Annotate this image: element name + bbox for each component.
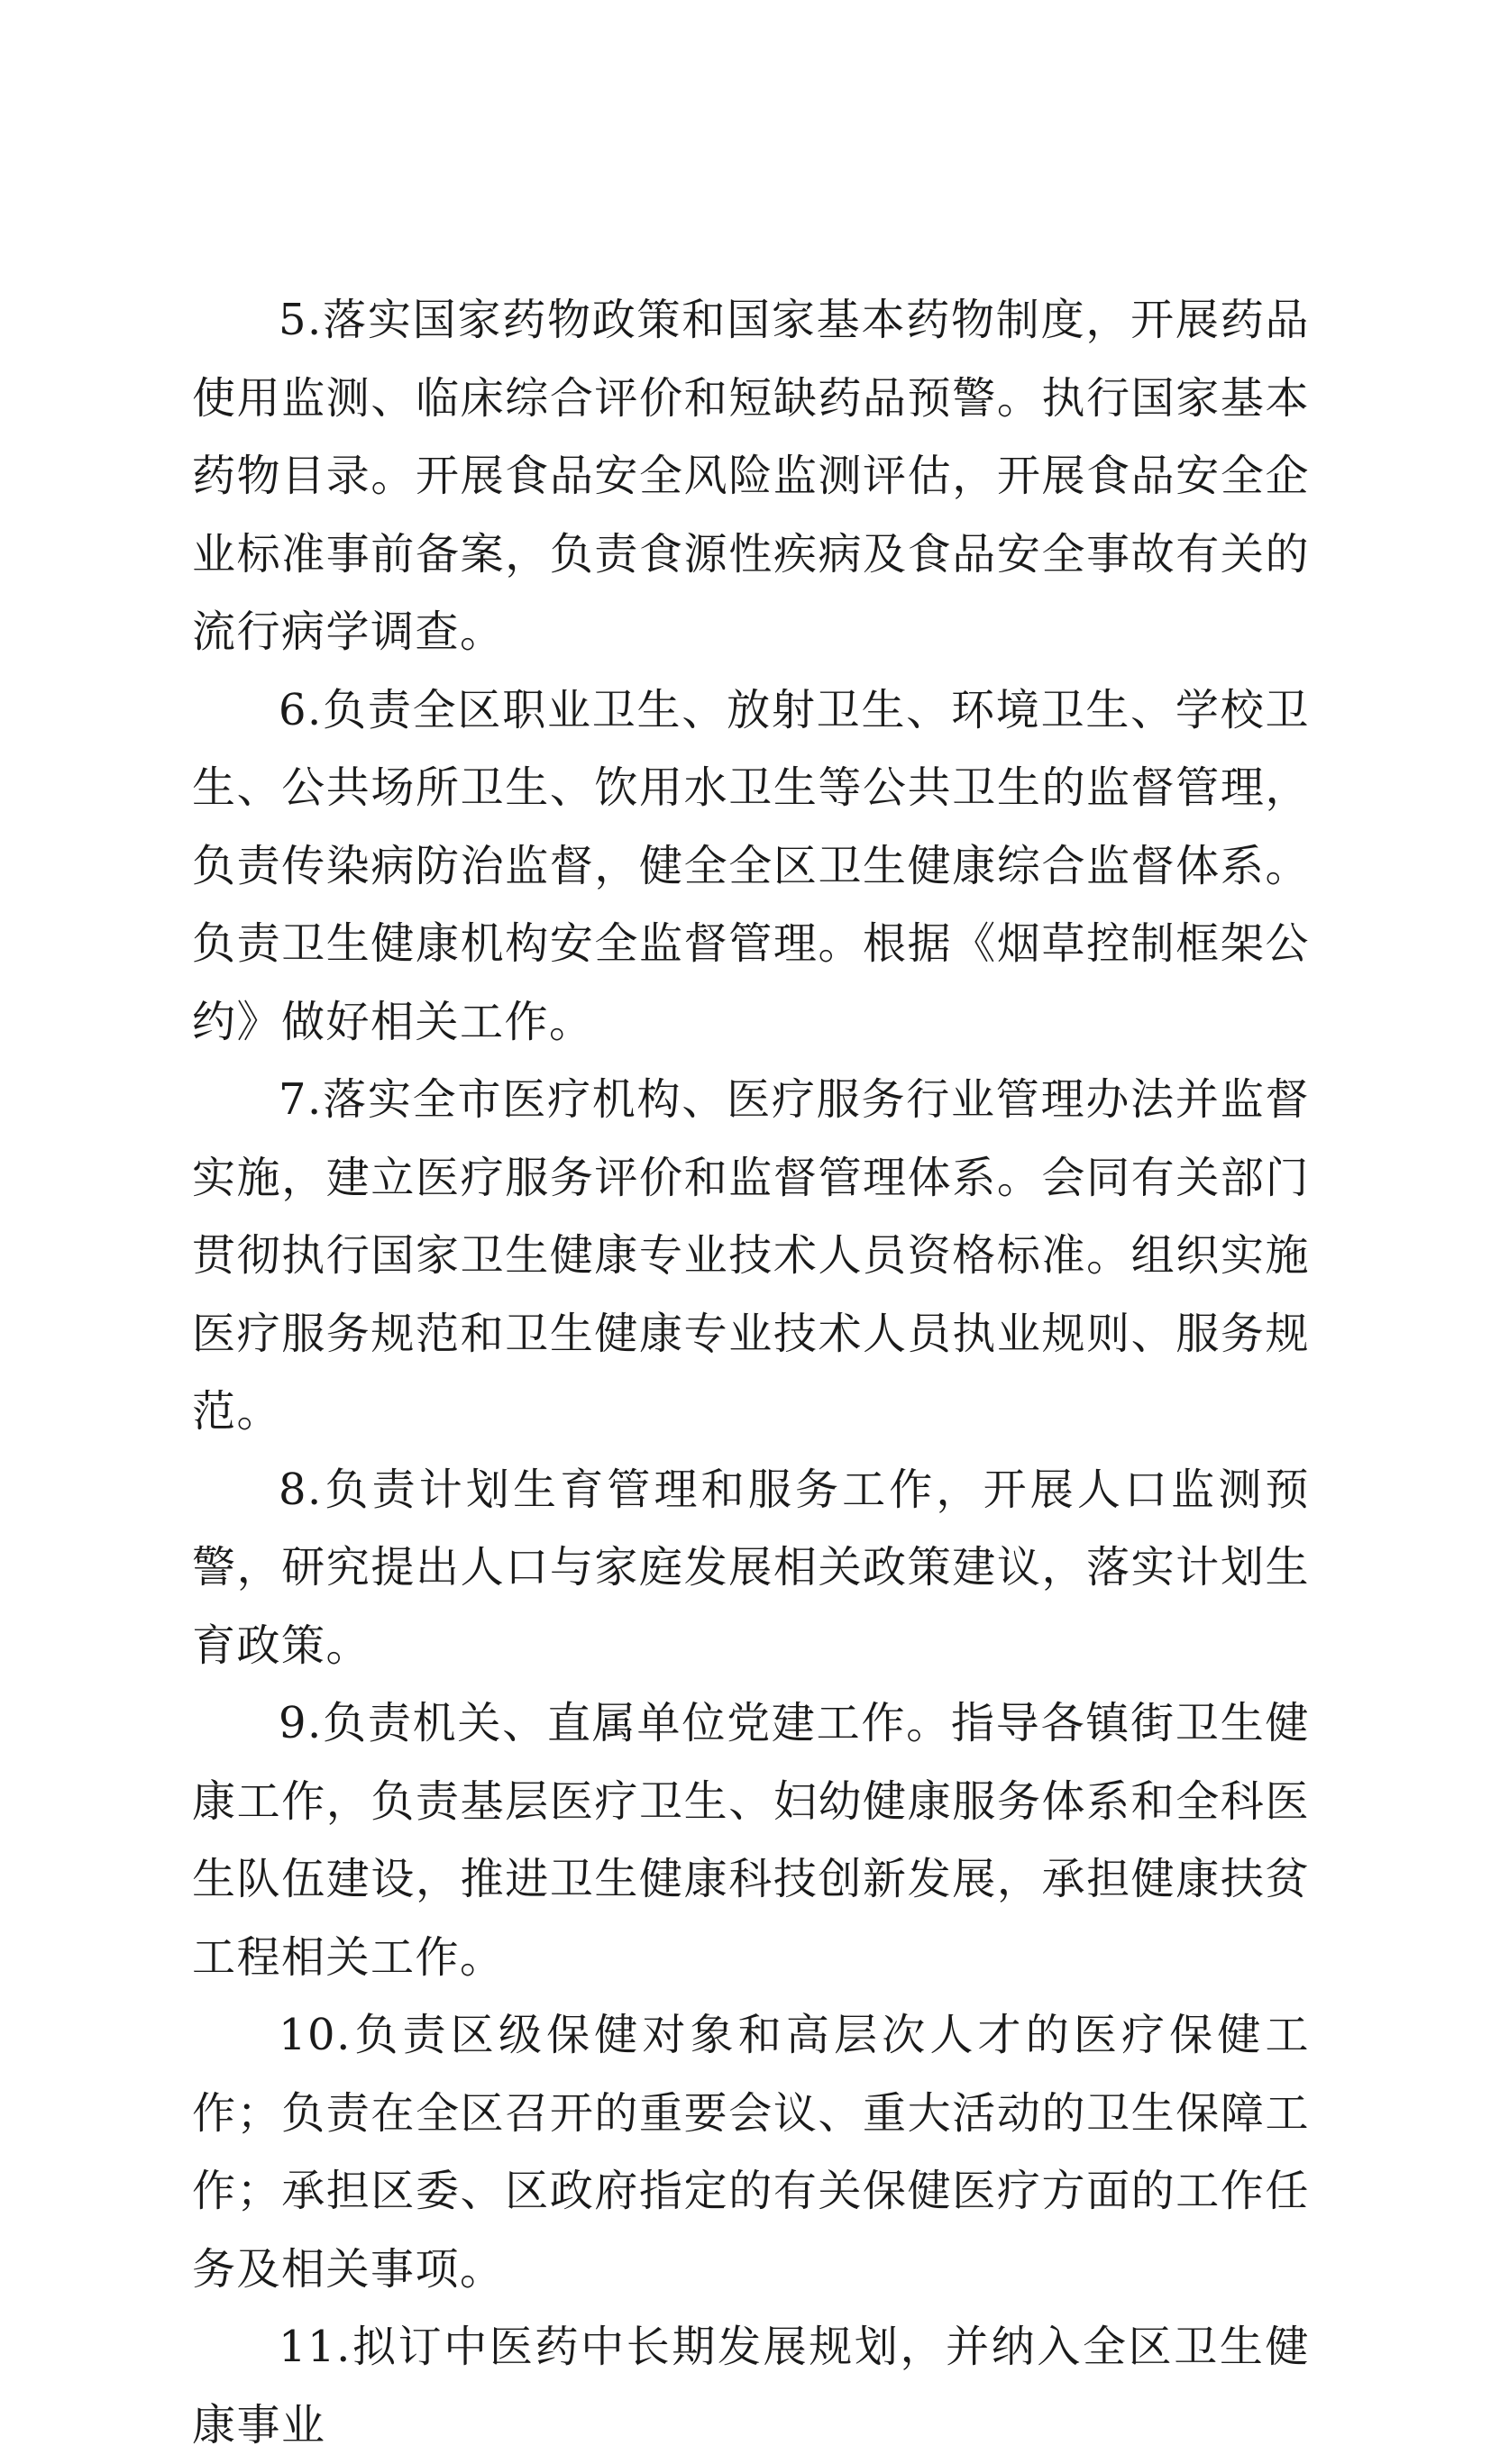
paragraph-item-5: 5.落实国家药物政策和国家基本药物制度，开展药品使用监测、临床综合评价和短缺药品预警。执行国家基本药物目录。开展食品安全风险监测评估，开展食品安全企业标准事前备案，负责食源性疾病及食品安全事故有关的流行病学调查。 [192,295,1310,657]
paragraph-item-8: 8.负责计划生育管理和服务工作，开展人口监测预警，研究提出人口与家庭发展相关政策建议，落实计划生育政策。 [192,1464,1310,1671]
paragraph-item-10: 10.负责区级保健对象和高层次人才的医疗保健工作；负责在全区召开的重要会议、重大活动的卫生保障工作；承担区委、区政府指定的有关保健医疗方面的工作任务及相关事项。 [192,2010,1310,2295]
paragraph-item-7: 7.落实全市医疗机构、医疗服务行业管理办法并监督实施，建立医疗服务评价和监督管理体系。会同有关部门贯彻执行国家卫生健康专业技术人员资格标准。组织实施医疗服务规范和卫生健康专业技术人员执业规则、服务规范。 [192,1074,1310,1437]
paragraph-item-9: 9.负责机关、直属单位党建工作。指导各镇街卫生健康工作，负责基层医疗卫生、妇幼健康服务体系和全科医生队伍建设，推进卫生健康科技创新发展，承担健康扶贫工程相关工作。 [192,1698,1310,1983]
document-body [192,281,1310,2464]
paragraph-item-11: 11.拟订中医药中长期发展规划，并纳入全区卫生健康事业 [192,2322,1310,2450]
paragraph-item-6: 6.负责全区职业卫生、放射卫生、环境卫生、学校卫生、公共场所卫生、饮用水卫生等公共卫生的监督管理，负责传染病防治监督，健全全区卫生健康综合监督体系。负责卫生健康机构安全监督管理。根据《烟草控制框架公约》做好相关工作。 [192,684,1310,1047]
